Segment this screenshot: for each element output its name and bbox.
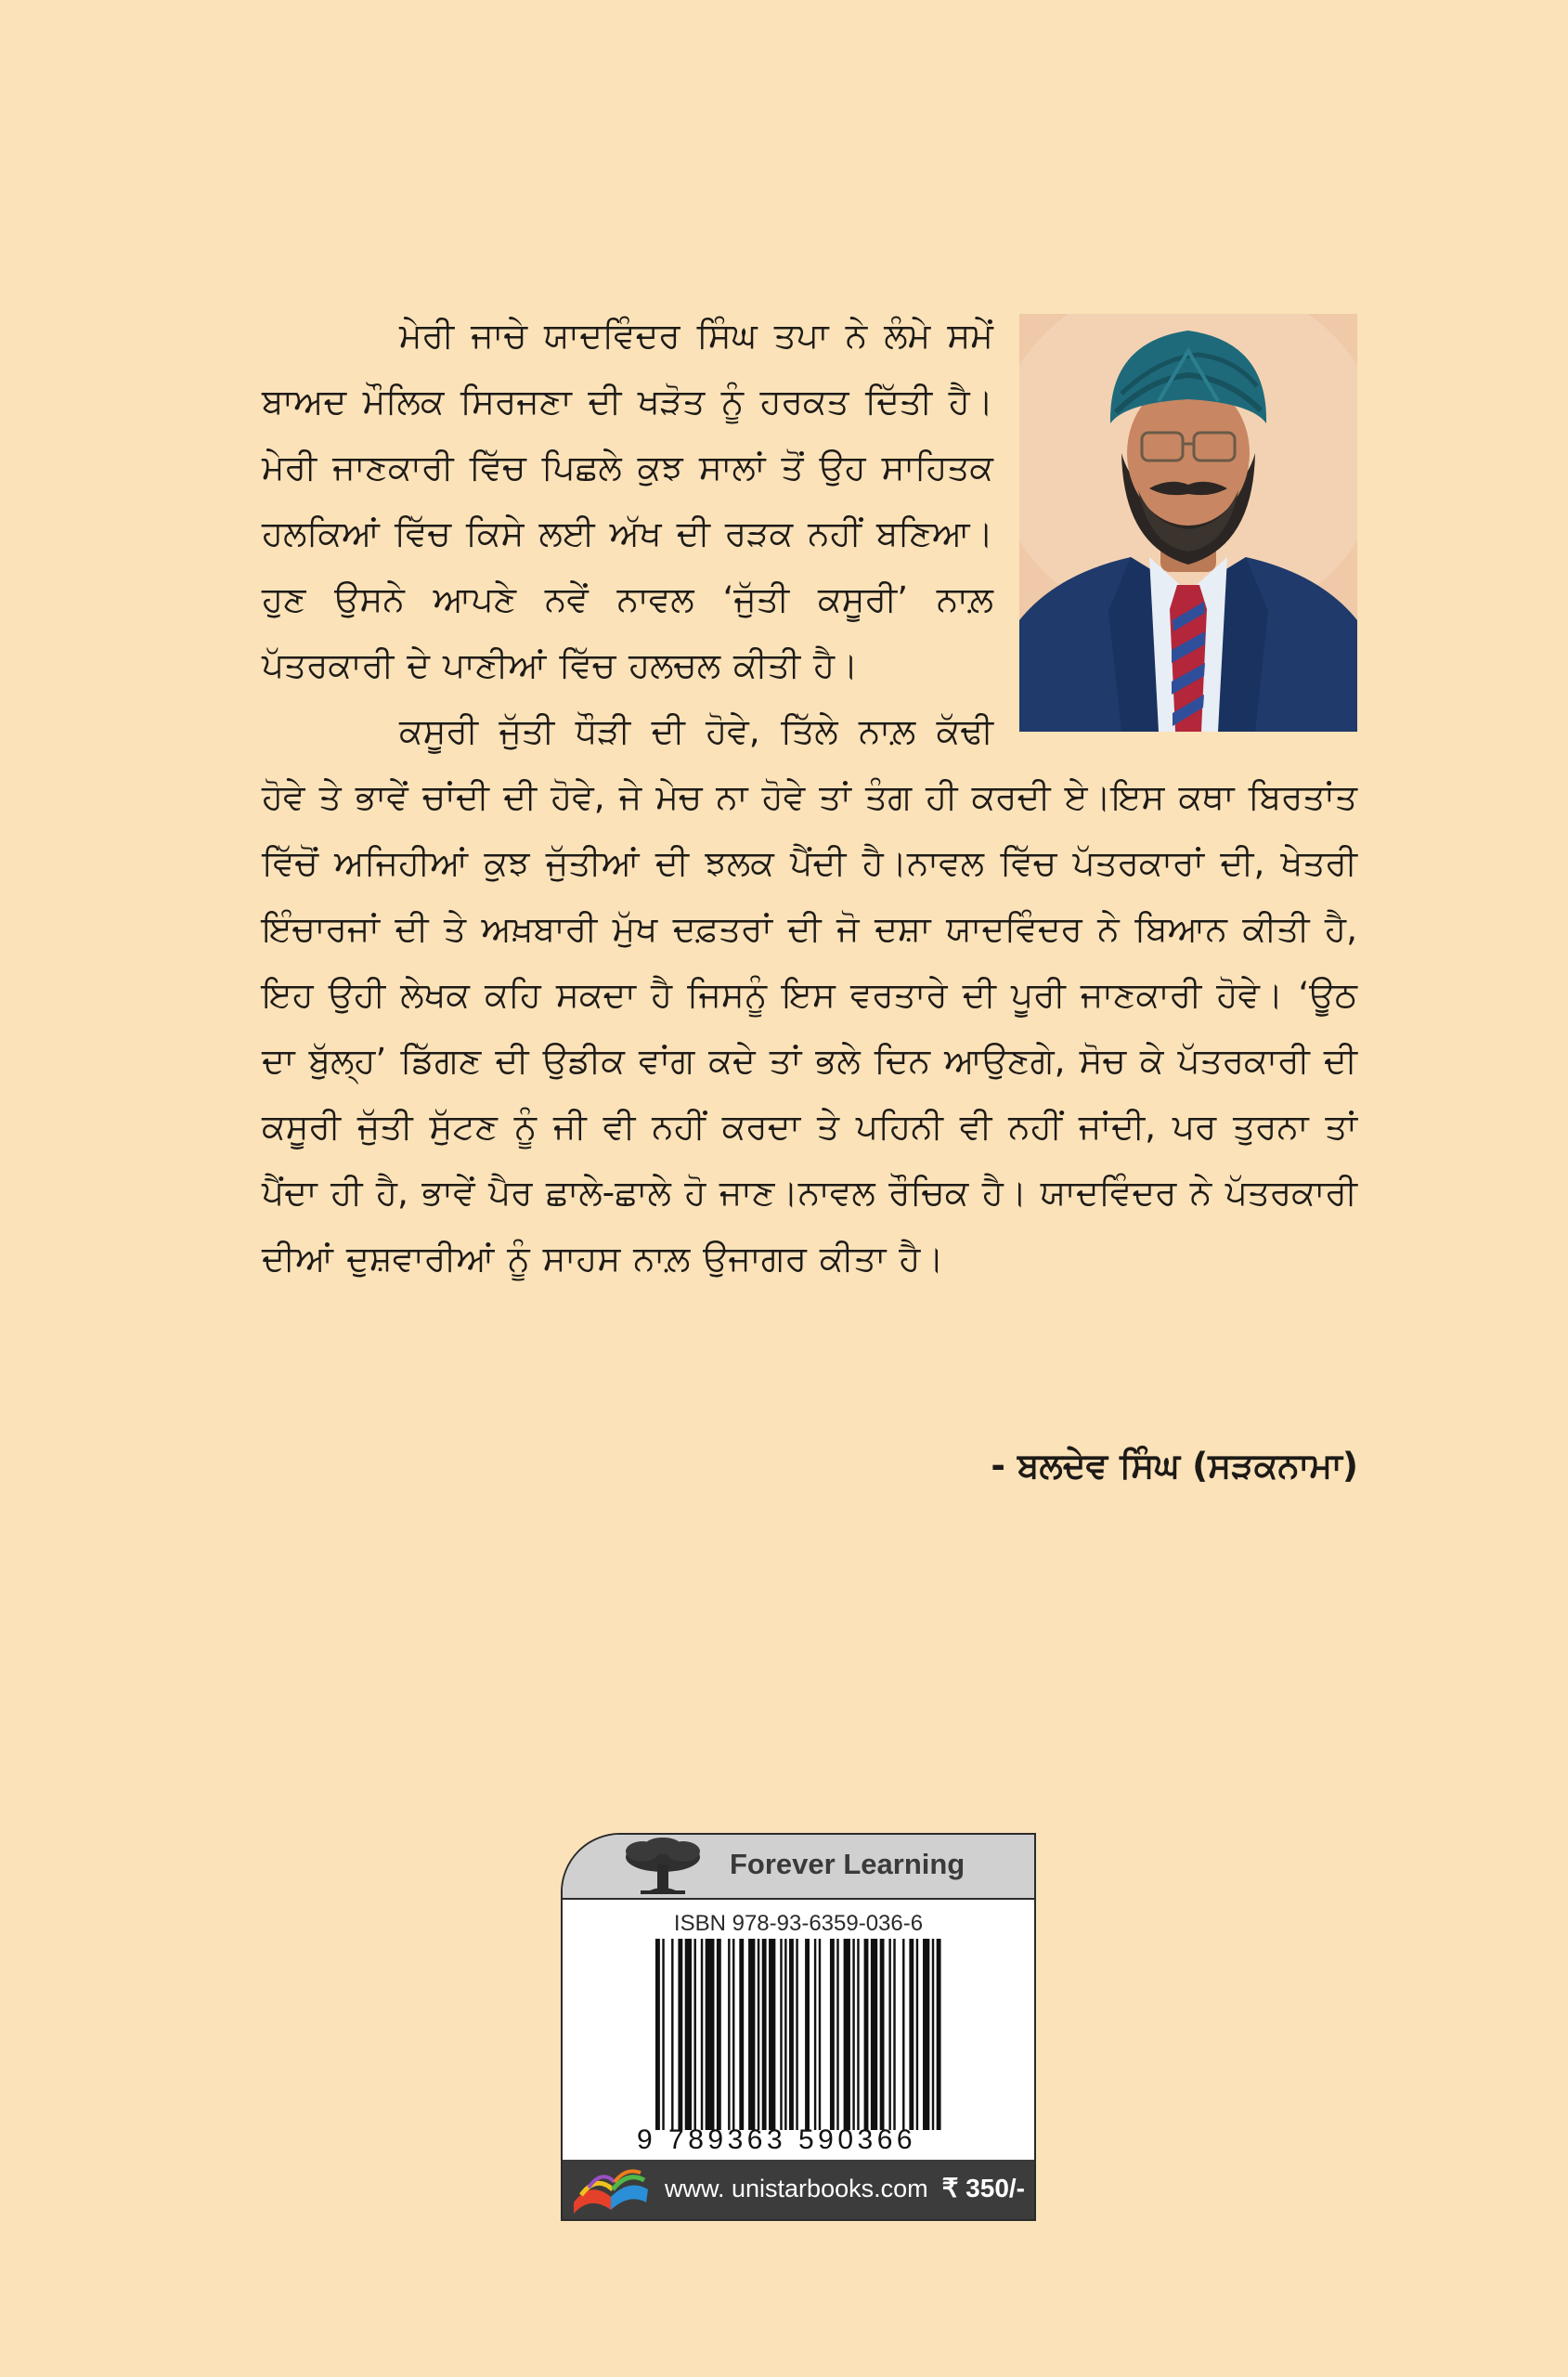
barcode-bar [937,1939,941,2130]
publisher-footer-band [563,2160,1034,2219]
barcode-bar [769,1939,775,2130]
barcode-bar [830,1939,835,2130]
back-cover-blurb [262,303,1357,1292]
barcode-bar [784,1939,786,2130]
price-label: ₹ 350/- [941,2174,1025,2202]
blurb-signature: - ਬਲਦੇਵ ਸਿੰਘ (ਸੜਕਨਾਮਾ) [991,1445,1358,1486]
barcode-bar [871,1939,877,2130]
barcode-bar [694,1939,696,2130]
barcode-bar [706,1939,715,2130]
barcode-bar [685,1939,692,2130]
barcode-bar [819,1939,821,2130]
barcode-bar [857,1939,859,2130]
publisher-band [563,1835,1034,1900]
barcode-bar [789,1939,794,2130]
barcode-bar [762,1939,767,2130]
blurb-paragraph: ਮੇਰੀ ਜਾਚੇ ਯਾਦਵਿੰਦਰ ਸਿੰਘ ਤਪਾ ਨੇ ਲੰਮੇ ਸਮੇਂ ਬਾਅਦ ਮੌਲਿਕ ਸਿਰਜਣਾ ਦੀ ਖੜੋਤ ਨੂੰ ਹਰਕਤ ਦਿੱਤੀ ਹੈ।ਮੇਰੀ ਜਾਣਕਾਰੀ ਵਿੱਚ ਪਿਛਲੇ ਕੁਝ ਸਾਲਾਂ ਤੋਂ ਉਹ ਸਾਹਿਤਕ ਹਲਕਿਆਂ ਵਿੱਚ ਕਿਸੇ ਲਈ ਅੱਖ ਦੀ ਰੜਕ ਨਹੀਂ ਬਣਿਆ।ਹੁਣ ਉਸਨੇ ਆਪਣੇ ਨਵੇਂ ਨਾਵਲ ‘ਜੁੱਤੀ ਕਸੂਰੀ’ ਨਾਲ਼ ਪੱਤਰਕਾਰੀ ਦੇ ਪਾਣੀਆਂ ਵਿੱਚ ਹਲਚਲ ਕੀਤੀ ਹੈ। [262,315,993,685]
barcode-bars [655,1939,943,2130]
barcode-bar [758,1939,759,2130]
barcode-bar [852,1939,854,2130]
barcode-bar [805,1939,810,2130]
colorful-book-icon [568,2162,654,2217]
isbn-label: ISBN 978-93-6359-036-6 [673,1911,924,1936]
barcode-bar [662,1939,664,2130]
barcode-bar [902,1939,904,2130]
barcode-bar [796,1939,797,2130]
barcode-bar [678,1939,682,2130]
barcode-number: 9 789363 590366 [637,2124,917,2155]
author-portrait-image [1019,314,1357,732]
barcode-bar [701,1939,703,2130]
barcode-bar [739,1939,744,2130]
barcode-bar [780,1939,782,2130]
barcode-bar [888,1939,890,2130]
barcode-bar [671,1939,673,2130]
barcode-bar [893,1939,895,2130]
barcode-bar [836,1939,838,2130]
barcode-bar [844,1939,850,2130]
barcode-bar [923,1939,929,2130]
author-photo [1019,314,1357,732]
barcode-bar [916,1939,918,2130]
barcode-bar [728,1939,730,2130]
publisher-website: www. unistarbooks.com [665,2175,928,2202]
barcode-bar [864,1939,869,2130]
publisher-name: Forever Learning [730,1848,965,1880]
barcode-bar [880,1939,885,2130]
isbn-barcode-block [561,1833,1036,2221]
barcode-bar [717,1939,721,2130]
barcode-bar [748,1939,755,2130]
barcode-bar [655,1939,660,2130]
barcode-bar [932,1939,934,2130]
barcode-bar [814,1939,816,2130]
blurb-paragraph: ਕਸੂਰੀ ਜੁੱਤੀ ਧੌੜੀ ਦੀ ਹੋਵੇ, ਤਿੱਲੇ ਨਾਲ਼ ਕੱਢੀ ਹੋਵੇ ਤੇ ਭਾਵੇਂ ਚਾਂਦੀ ਦੀ ਹੋਵੇ, ਜੇ ਮੇਚ ਨਾ ਹੋਵੇ ਤਾਂ ਤੰਗ ਹੀ ਕਰਦੀ ਏ।ਇਸ ਕਥਾ ਬਿਰਤਾਂਤ ਵਿੱਚੋਂ ਅਜਿਹੀਆਂ ਕੁਝ ਜੁੱਤੀਆਂ ਦੀ ਝਲਕ ਪੈਂਦੀ ਹੈ।ਨਾਵਲ ਵਿੱਚ ਪੱਤਰਕਾਰਾਂ ਦੀ, ਖੇਤਰੀ ਇੰਚਾਰਜਾਂ ਦੀ ਤੇ ਅਖ਼ਬਾਰੀ ਮੁੱਖ ਦਫ਼ਤਰਾਂ ਦੀ ਜੋ ਦਸ਼ਾ ਯਾਦਵਿੰਦਰ ਨੇ ਬਿਆਨ ਕੀਤੀ ਹੈ, ਇਹ ਉਹੀ ਲੇਖਕ ਕਹਿ ਸਕਦਾ ਹੈ ਜਿਸਨੂੰ ਇਸ ਵਰਤਾਰੇ ਦੀ ਪੂਰੀ ਜਾਣਕਾਰੀ ਹੋਵੇ। ‘ਊਠ ਦਾ ਬੁੱਲ੍ਹ’ ਡਿੱਗਣ ਦੀ ਉਡੀਕ ਵਾਂਗ ਕਦੇ ਤਾਂ ਭਲੇ ਦਿਨ ਆਉਣਗੇ, ਸੋਚ ਕੇ ਪੱਤਰਕਾਰੀ ਦੀ ਕਸੂਰੀ ਜੁੱਤੀ ਸੁੱਟਣ ਨੂੰ ਜੀ ਵੀ ਨਹੀਂ ਕਰਦਾ ਤੇ ਪਹਿਨੀ ਵੀ ਨਹੀਂ ਜਾਂਦੀ, ਪਰ ਤੁਰਨਾ ਤਾਂ ਪੈਂਦਾ ਹੀ ਹੈ, ਭਾਵੇਂ ਪੈਰ ਛਾਲੇ-ਛਾਲੇ ਹੋ ਜਾਣ।ਨਾਵਲ ਰੌਚਿਕ ਹੈ। ਯਾਦਵਿੰਦਰ ਨੇ ਪੱਤਰਕਾਰੀ ਦੀਆਂ ਦੁਸ਼ਵਾਰੀਆਂ ਨੂੰ ਸਾਹਸ ਨਾਲ਼ ਉਜਾਗਰ ਕੀਤਾ ਹੈ। [262,710,1357,1279]
tree-icon [618,1837,707,1896]
barcode-bar [909,1939,914,2130]
barcode-bar [732,1939,734,2130]
